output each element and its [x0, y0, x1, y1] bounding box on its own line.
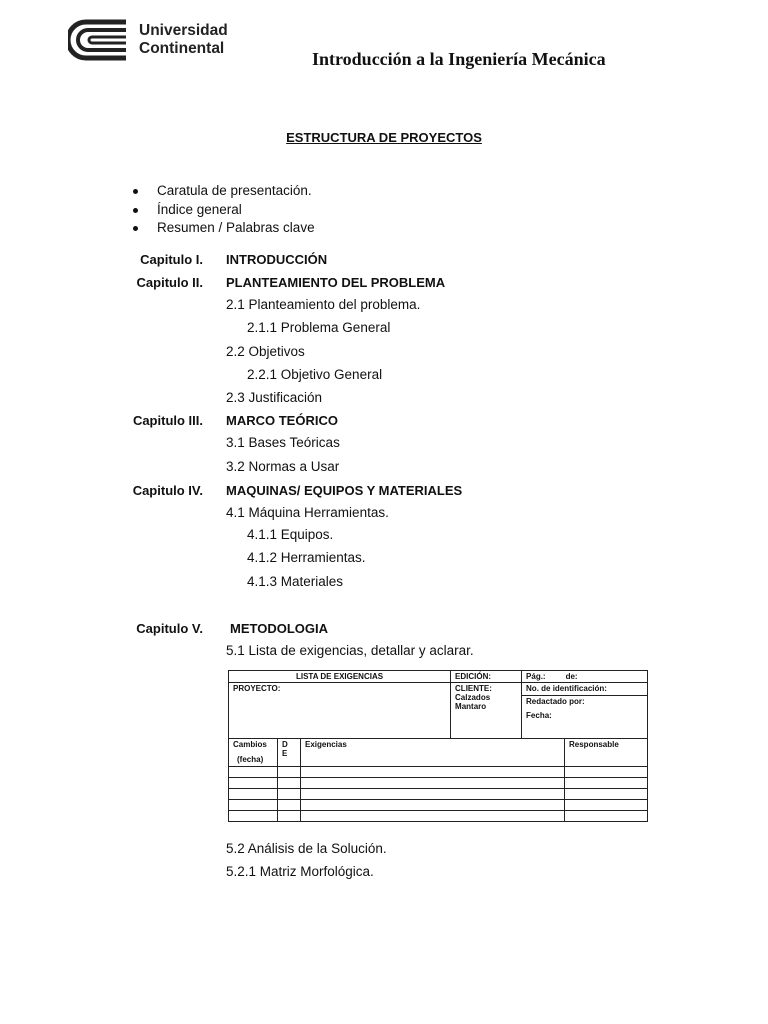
chapter-1-title: INTRODUCCIÓN [226, 252, 328, 267]
section-3-2: 3.2 Normas a Usar [226, 459, 340, 474]
form-changes-header [229, 739, 278, 767]
form-d-label: D [282, 740, 288, 749]
list-item-label: Índice general [157, 201, 242, 217]
list-item [133, 201, 315, 220]
section-2-2: 2.2 Objetivos [226, 344, 305, 359]
bullet-icon [133, 189, 138, 194]
chapter-2-title: PLANTEAMIENTO DEL PROBLEMA [226, 275, 446, 290]
form-id-label: No. de identificación: [526, 684, 607, 693]
table-row [229, 800, 648, 811]
form-responsible-header: Responsable [565, 739, 648, 767]
chapter-3-label: Capitulo III. [132, 413, 203, 428]
university-name-line1: Universidad [139, 22, 228, 39]
bullet-icon [133, 208, 138, 213]
list-item [133, 182, 315, 201]
form-requirements-header: Exigencias [301, 739, 565, 767]
chapter-1-label: Capitulo I. [140, 252, 203, 267]
form-project-label: PROYECTO: [229, 683, 451, 739]
list-item [133, 219, 315, 238]
section-4-1-3: 4.1.3 Materiales [247, 574, 344, 589]
table-row [229, 811, 648, 822]
section-4-1-1: 4.1.1 Equipos. [247, 527, 334, 542]
form-date-label: Fecha: [526, 711, 552, 720]
list-item-label: Caratula de presentación. [157, 183, 312, 198]
chapter-5-title: METODOLOGIA [230, 621, 328, 636]
requirements-list-form [228, 670, 648, 822]
form-client-value: Calzados Mantaro [455, 693, 491, 711]
list-item-label: Resumen / Palabras clave [157, 220, 315, 235]
section-5-2-1: 5.2.1 Matriz Morfológica. [226, 864, 374, 879]
form-page-of-label: de: [565, 672, 578, 681]
table-row [229, 789, 648, 800]
chapter-2-label: Capitulo II. [136, 275, 203, 290]
form-de-header [278, 739, 301, 767]
form-page-cell [522, 671, 648, 683]
section-5-2: 5.2 Análisis de la Solución. [226, 841, 387, 856]
chapter-5-label: Capitulo V. [136, 621, 203, 636]
section-2-1: 2.1 Planteamiento del problema. [226, 297, 421, 312]
chapter-3-title: MARCO TEÓRICO [226, 413, 338, 428]
form-page-label: Pág.: [526, 672, 546, 681]
form-edition-label: EDICIÓN: [451, 671, 522, 683]
form-author-label: Redactado por: [522, 695, 647, 707]
form-id-cell [522, 683, 648, 739]
table-row [229, 778, 648, 789]
section-5-1: 5.1 Lista de exigencias, detallar y aclarar. [226, 643, 474, 658]
course-title: Introducción a la Ingeniería Mecánica [312, 49, 606, 69]
form-list-title: LISTA DE EXIGENCIAS [229, 671, 451, 683]
bullet-icon [133, 226, 138, 231]
form-e-label: E [282, 749, 288, 758]
section-4-1: 4.1 Máquina Herramientas. [226, 505, 389, 520]
university-name [139, 22, 228, 58]
university-name-line2: Continental [139, 40, 225, 57]
section-2-2-1: 2.2.1 Objetivo General [247, 367, 383, 382]
section-2-1-1: 2.1.1 Problema General [247, 320, 391, 335]
university-logo [68, 18, 130, 62]
form-client-cell [451, 683, 522, 739]
table-row [229, 767, 648, 778]
document-title-text: ESTRUCTURA DE PROYECTOS [286, 130, 482, 145]
chapter-4-title: MAQUINAS/ EQUIPOS Y MATERIALES [226, 483, 463, 498]
section-4-1-2: 4.1.2 Herramientas. [247, 550, 366, 565]
front-matter-list [133, 182, 315, 238]
section-3-1: 3.1 Bases Teóricas [226, 435, 340, 450]
form-changes-date-label: (fecha) [237, 755, 264, 764]
section-2-3: 2.3 Justificación [226, 390, 323, 405]
form-changes-label: Cambios [233, 740, 267, 749]
form-client-label: CLIENTE: [455, 684, 492, 693]
chapter-4-label: Capitulo IV. [132, 483, 203, 498]
document-title [0, 130, 768, 145]
